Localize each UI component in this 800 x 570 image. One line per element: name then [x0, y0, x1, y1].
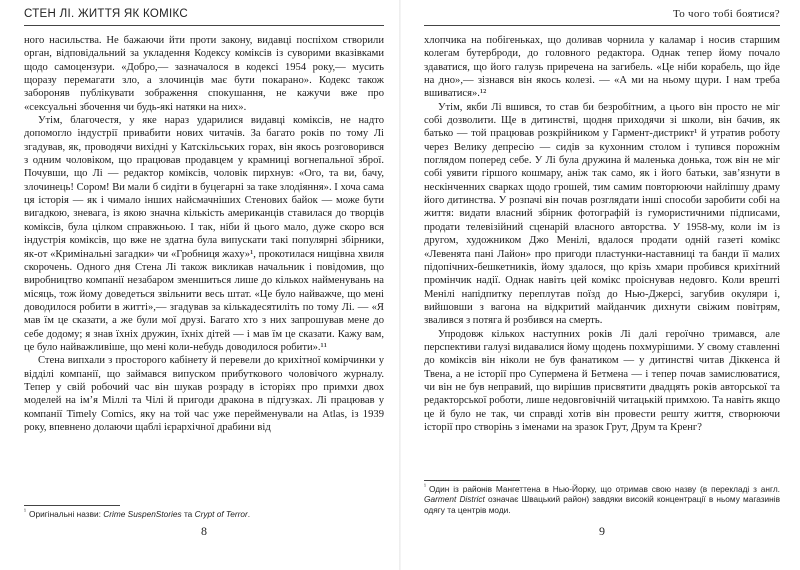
- running-head-author: СТЕН ЛІ. ЖИТТЯ ЯК КОМІКС: [24, 8, 188, 20]
- footnote-mark: ¹: [424, 484, 426, 490]
- paragraph: Утім, якби Лі вшився, то став би безробітним, а цього він просто не міг собі дозволити. Ще в дитинстві, щодня приходячи зі школи, він бачив, як батько — той працював розкрійником у Гармент-дистрикт¹ й утратив роботу через Велику депресію — сидів за кухонним столом і тупився порожнім поглядом поперед себе. У Лі була дружина й маленька донька, тож він не міг собі уявити гіршого кошмару, аніж так само, як і його батьки, зав’язнути в нескінченних сварках щодо грошей, тим самим повторюючи найліпшу драму його дитинства. У розпачі він почав розглядати інші способи заробити собі на життя: видати власний збірник фотографій із гумористичними підписами, продати телевізійний сценарій власного авторства. У 1958-му, коли ім із другом, художником Джо Менілі, вдалося продати одній газеті комікс «Левенята пані Лайон» про пригоди пластунки-наставниці та банди її малих підопічних-бешкетників, йому здалося, що крізь хмари пробився крихітний промінчик надії. Однак навіть цей комікс проіснував недовго. Коли врешті Менілі напідпитку переплутав поїзд до Нью-Джерсі, загубив окуляри і, вийшовши з вагона на відкритий майданчик дихнути свіжим повітрям, звалився з потяга й розбився на смерть.: [424, 101, 780, 327]
- header-rule: [424, 25, 780, 26]
- gutter: [399, 0, 401, 570]
- left-body-text: [24, 34, 384, 434]
- left-page: [24, 0, 384, 570]
- footnote-mark: ¹: [24, 509, 26, 515]
- paragraph: Утім, благочестя, у яке нараз ударилися видавці коміксів, не надто допомогло індустрії привабити нових читачів. За багато років по тому Лі згадував, як, проводячи вихідні у Катскільських горах, він якось розговорився з одним чоловіком, що працював продавцем у крамниці вогнепальної зброї. Почувши, що Лі — редактор коміксів, чоловік пирхнув: «Ого, та ви, бачу, злочинець! Сором! Ви мали б сидіти в буцегарні за таке злодіяння». І хоча сама ця історія — як і чимало інших найсмачніших Стенових байок — може бути вигадкою, зневага, із якою значна кількість американців ставилася до творців коміксів, була цілком справжньою. І так, ніби й цього мало, дуже скоро вся індустрія коміксів, що вже не здатна була випускати такі популярні збірники, як-от «Кримінальні загадки» чи «Гробниця жаху»¹, прокотилася нищівна хвиля скорочень. Одного дня Стена Лі також викликав начальник і повідомив, що виробництво компанії незабаром зменшиться лише до кількох найменувань на місяць, тож йому доведеться звільнити весь штат. «Це було найважче, що мені доводилося робити в житті»,— згадував за кількадесятиліть по тому Лі. — «Я мав їм це сказати, а же були мої друзі. Багато хто з них запрошував мене до себе додому; я знав їхніх дружин, їхніх дітей — і мав їм це сказати. Кажу вам, це було найважливіше, що мені коли-небудь доводилося робити».¹¹: [24, 115, 384, 353]
- right-body-text: [424, 34, 780, 434]
- footnote-title: Crypt of Terror: [194, 508, 248, 519]
- paragraph: хлопчика на побігеньках, що доливав чорнила у каламар і носив старшим колегам бутерброди, до головного редактора. Однак тепер йому почало здаватися, що його галузь приречена на загибель. «Це ніби корабель, що йде на дно»,— зізнався він якось колезі. — «А ми на ньому щури. І нам треба вшиватися».¹²: [424, 35, 780, 100]
- footnote-text: .: [247, 508, 251, 519]
- paragraph: Стена випхали з просторого кабінету й перевели до крихітної комірчинки у відділі компанії, що займався випуском прибуткового чоловічого журналу. Тепер у свій робочий час він шукав розраду в історіях про примхи двох моделей на ім’я Міллі та Чілі й пригоди дракона в підгузках. Лі працював у компанії Timely Comics, яку на той час уже перейменували на Atlas, із 1939 року, впевнено долаючи щаблі ієрархічної драбини від: [24, 355, 384, 433]
- footnote: [24, 507, 384, 519]
- footnote-text: означає Швацький район) завдяки високій концентрації в ньому магазинів одягу та центрів моди.: [424, 494, 780, 515]
- page-number: 9: [599, 524, 605, 538]
- footnote-rule: [24, 505, 120, 506]
- paragraph: Упродовж кількох наступних років Лі далі героїчно тримався, але перспективи галузі видавалися йому щодень похмурішими. У свому ставленні до коміксів він ніколи не був фанатиком — у дитинстві читав Діккенса й Твена, а не історії про Супермена й Бетмена — і тепер почав замислюватися, чи він не був неправий, що вирішив присвятити двадцять років авторської та редакторської роботи, лише недовговічній читацькій примхою. Та навіть якщо це й було не так, чи справді хотів він провести решту життя, створюючи історії про створінь з іменами на зразок Грут, Друм та Кренг?: [424, 328, 780, 433]
- header-rule: [24, 25, 384, 26]
- footnote-rule: [424, 480, 520, 481]
- running-head-chapter: То чого тобі боятися?: [673, 8, 780, 20]
- page-number: 8: [201, 524, 207, 538]
- footnote-text: Оригінальні назви:: [29, 508, 104, 519]
- right-page: [424, 0, 780, 570]
- footnote-title: Garment District: [424, 494, 485, 505]
- footnote-text: та: [181, 508, 195, 519]
- paragraph: ного насильства. Не бажаючи йти проти закону, видавці поспіхом створили орган, відповідальний за укладення Кодексу коміксів із суворими вказівками щодо самоцензури. «Добро,— зазначалося в кодексі 1954 року,— мусить щоразу перемагати зло, а злочинців має бути покарано». Кодекс також забороняв публікувати зображення спокушання, не кажучи вже про «сексуальні збочення чи будь-які натяки на них».: [24, 35, 384, 113]
- footnote: [424, 482, 780, 516]
- footnote-text: Один із районів Мангеттена в Нью-Йорку, що отримав свою назву (в перекладі з англ.: [429, 483, 780, 494]
- footnote-title: Crime SuspenStories: [103, 508, 182, 519]
